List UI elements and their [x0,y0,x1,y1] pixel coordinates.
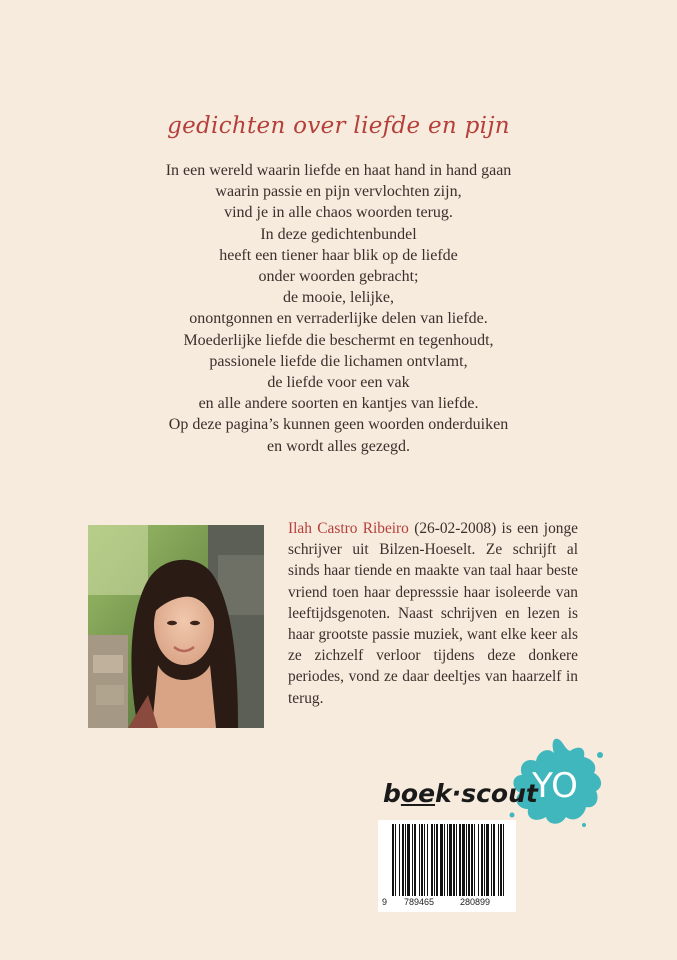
barcode-digits-left: 789465 [404,897,435,907]
logo-dot: · [451,779,462,808]
author-bio [288,518,578,709]
author-name: Ilah Castro Ribeiro [288,520,409,537]
logo-part: scout [461,779,538,808]
poem-line: heeft een tiener haar blik op de liefde [219,246,458,264]
poem-line: vind je in alle chaos woorden terug. [224,204,453,222]
logo-part: k [435,779,452,808]
logo-part: oe [400,779,436,808]
poem-line: In deze gedichtenbundel [260,225,417,243]
author-bio-text: (26-02-2008) is een jonge schrijver uit Bilzen-Hoeselt. Ze schrijft al sinds haar tiende en maakte van taal haar beste vriend toen haar depresssie haar isoleerde van leeftijdsgenoten. Naast schrijven en lezen is haar grootste passie muziek, want elke keer als ze zichzelf verloor tijdens deze donkere periodes, vond ze daar deeltjes van haarzelf in terug. [288,520,578,707]
poem-line: de mooie, lelijke, [282,289,395,307]
poem-line: en alle andere soorten en kantjes van liefde. [198,395,479,413]
poem-line: en wordt alles gezegd. [266,437,411,455]
poem-line: In een wereld waarin liefde en haat hand in hand gaan [165,162,512,179]
barcode-digit: 9 [382,897,388,907]
logo-part: b [383,779,401,808]
poem-text [0,160,677,457]
barcode-bars-icon [392,824,504,896]
isbn-barcode [378,820,516,912]
poem-line: onontgonnen en verraderlijke delen van liefde. [189,310,488,328]
logo-wordmark [383,779,538,808]
poem-line: passionele liefde die lichamen ontvlamt, [209,352,468,370]
poem-line: Moederlijke liefde die beschermt en tegenhoudt, [183,331,494,349]
barcode-digits-right: 280899 [460,897,491,907]
poem-line: de liefde voor een vak [267,374,410,392]
cover-title: gedichten over liefde en pijn [167,113,510,139]
author-photo [88,525,264,728]
logo-badge-text: YO [532,766,578,806]
poem-line: waarin passie en pijn vervlochten zijn, [215,183,462,201]
publisher-logo [380,735,610,825]
poem-line: Op deze pagina’s kunnen geen woorden onderduiken [168,416,509,434]
poem-line: onder woorden gebracht; [258,268,419,286]
